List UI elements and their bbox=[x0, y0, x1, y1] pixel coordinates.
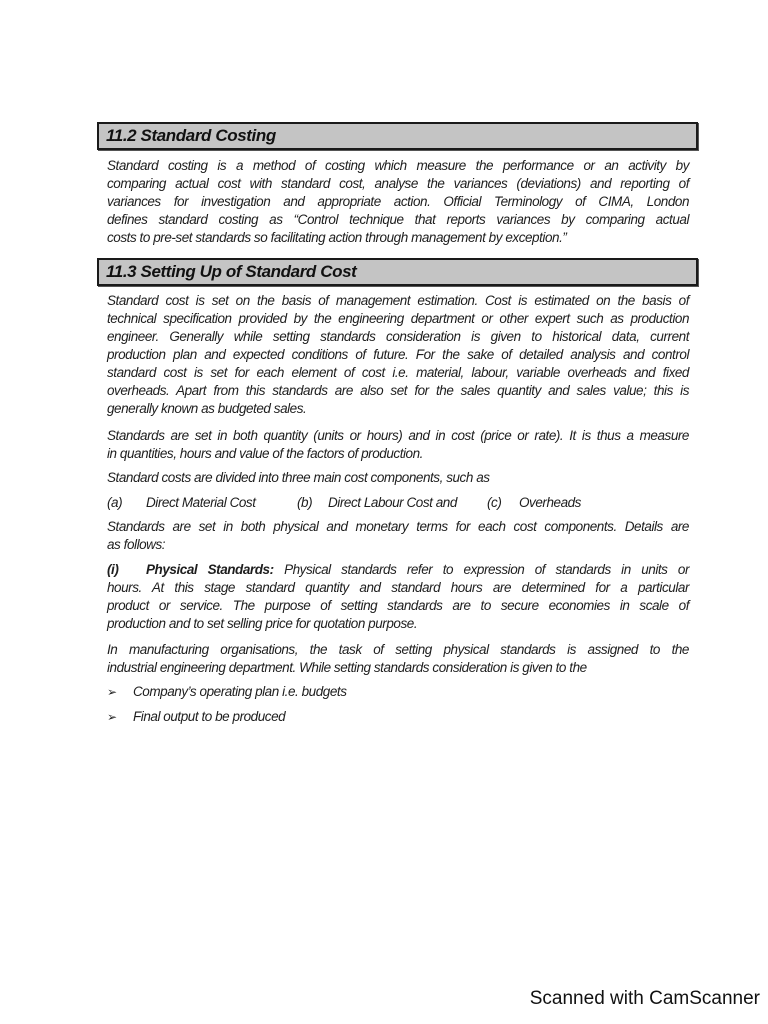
arrow-bullet-icon: ➢ bbox=[107, 710, 117, 724]
text-line: production plan and expected conditions of future. For the sake of detailed analysis and control bbox=[107, 347, 689, 362]
camscanner-watermark: Scanned with CamScanner bbox=[529, 988, 760, 1009]
text-line: engineer. Generally while setting standards consideration is given to historical data, current bbox=[107, 329, 689, 344]
paragraph-physical-monetary bbox=[107, 518, 689, 554]
text-line: production and to set selling price for quotation purpose. bbox=[107, 616, 418, 631]
component-label: Overheads bbox=[519, 495, 581, 510]
component-marker: (a) bbox=[107, 495, 123, 510]
text-line: generally known as budgeted sales. bbox=[107, 401, 307, 416]
text-line: industrial engineering department. While setting standards consideration is given to the bbox=[107, 660, 587, 675]
text-line: in quantities, hours and value of the factors of production. bbox=[107, 446, 423, 461]
text-line: variances for investigation and appropriate action. Official Terminology of CIMA, London bbox=[107, 194, 689, 209]
component-marker: (c) bbox=[487, 495, 502, 510]
paragraph-standard-cost-basis bbox=[107, 292, 689, 418]
text-line: defines standard costing as “Control technique that reports variances by comparing actual bbox=[107, 212, 689, 227]
text-line: Standards are set in both quantity (units or hours) and in cost (price or rate). It is thus a measure bbox=[107, 428, 689, 443]
text-line: hours. At this stage standard quantity and standard hours are determined for a particular bbox=[107, 580, 689, 595]
component-marker: (b) bbox=[297, 495, 313, 510]
text-line: Standard cost is set on the basis of management estimation. Cost is estimated on the basis of bbox=[107, 293, 689, 308]
paragraph-physical-standards bbox=[107, 561, 689, 633]
bullet-text: Company’s operating plan i.e. budgets bbox=[133, 684, 347, 699]
text-line: Standards are set in both physical and monetary terms for each cost components. Details are bbox=[107, 519, 689, 534]
paragraph-standards-quantity bbox=[107, 427, 689, 463]
section-heading-11-3 bbox=[97, 258, 698, 286]
text-line: technical specification provided by the engineering department or other expert such as production bbox=[107, 311, 689, 326]
paragraph-cost-components-intro bbox=[107, 469, 689, 487]
text-line: In manufacturing organisations, the task of setting physical standards is assigned to the bbox=[107, 642, 689, 657]
heading-text: 11.3 Setting Up of Standard Cost bbox=[106, 262, 357, 281]
text-line: overheads. Apart from this standards are also set for the sales quantity and sales value; this is bbox=[107, 383, 689, 398]
component-label: Direct Labour Cost and bbox=[328, 495, 457, 510]
paragraph-manufacturing bbox=[107, 641, 689, 677]
text-line: Standard costing is a method of costing which measure the performance or an activity by bbox=[107, 158, 689, 173]
bullet-text: Final output to be produced bbox=[133, 709, 286, 724]
cost-components-list bbox=[107, 494, 689, 512]
heading-text: 11.2 Standard Costing bbox=[106, 126, 276, 145]
text-line: Standard costs are divided into three main cost components, such as bbox=[107, 470, 490, 485]
section-heading-11-2 bbox=[97, 122, 698, 150]
arrow-bullet-icon: ➢ bbox=[107, 685, 117, 699]
text-line: comparing actual cost with standard cost, analyse the variances (deviations) and reporting of bbox=[107, 176, 689, 191]
text-line: as follows: bbox=[107, 537, 166, 552]
physical-first-line: Physical standards refer to expression of standards in units or bbox=[284, 562, 689, 577]
component-label: Direct Material Cost bbox=[146, 495, 256, 510]
physical-term: Physical Standards: bbox=[146, 562, 274, 577]
text-line: product or service. The purpose of setting standards are to secure economies in scale of bbox=[107, 598, 689, 613]
paragraph-standard-costing bbox=[107, 157, 689, 247]
text-line: costs to pre-set standards so facilitating action through management by exception.” bbox=[107, 230, 567, 245]
physical-marker: (i) bbox=[107, 562, 119, 577]
text-line: standard cost is set for each element of cost i.e. material, labour, variable overheads and fixed bbox=[107, 365, 689, 380]
